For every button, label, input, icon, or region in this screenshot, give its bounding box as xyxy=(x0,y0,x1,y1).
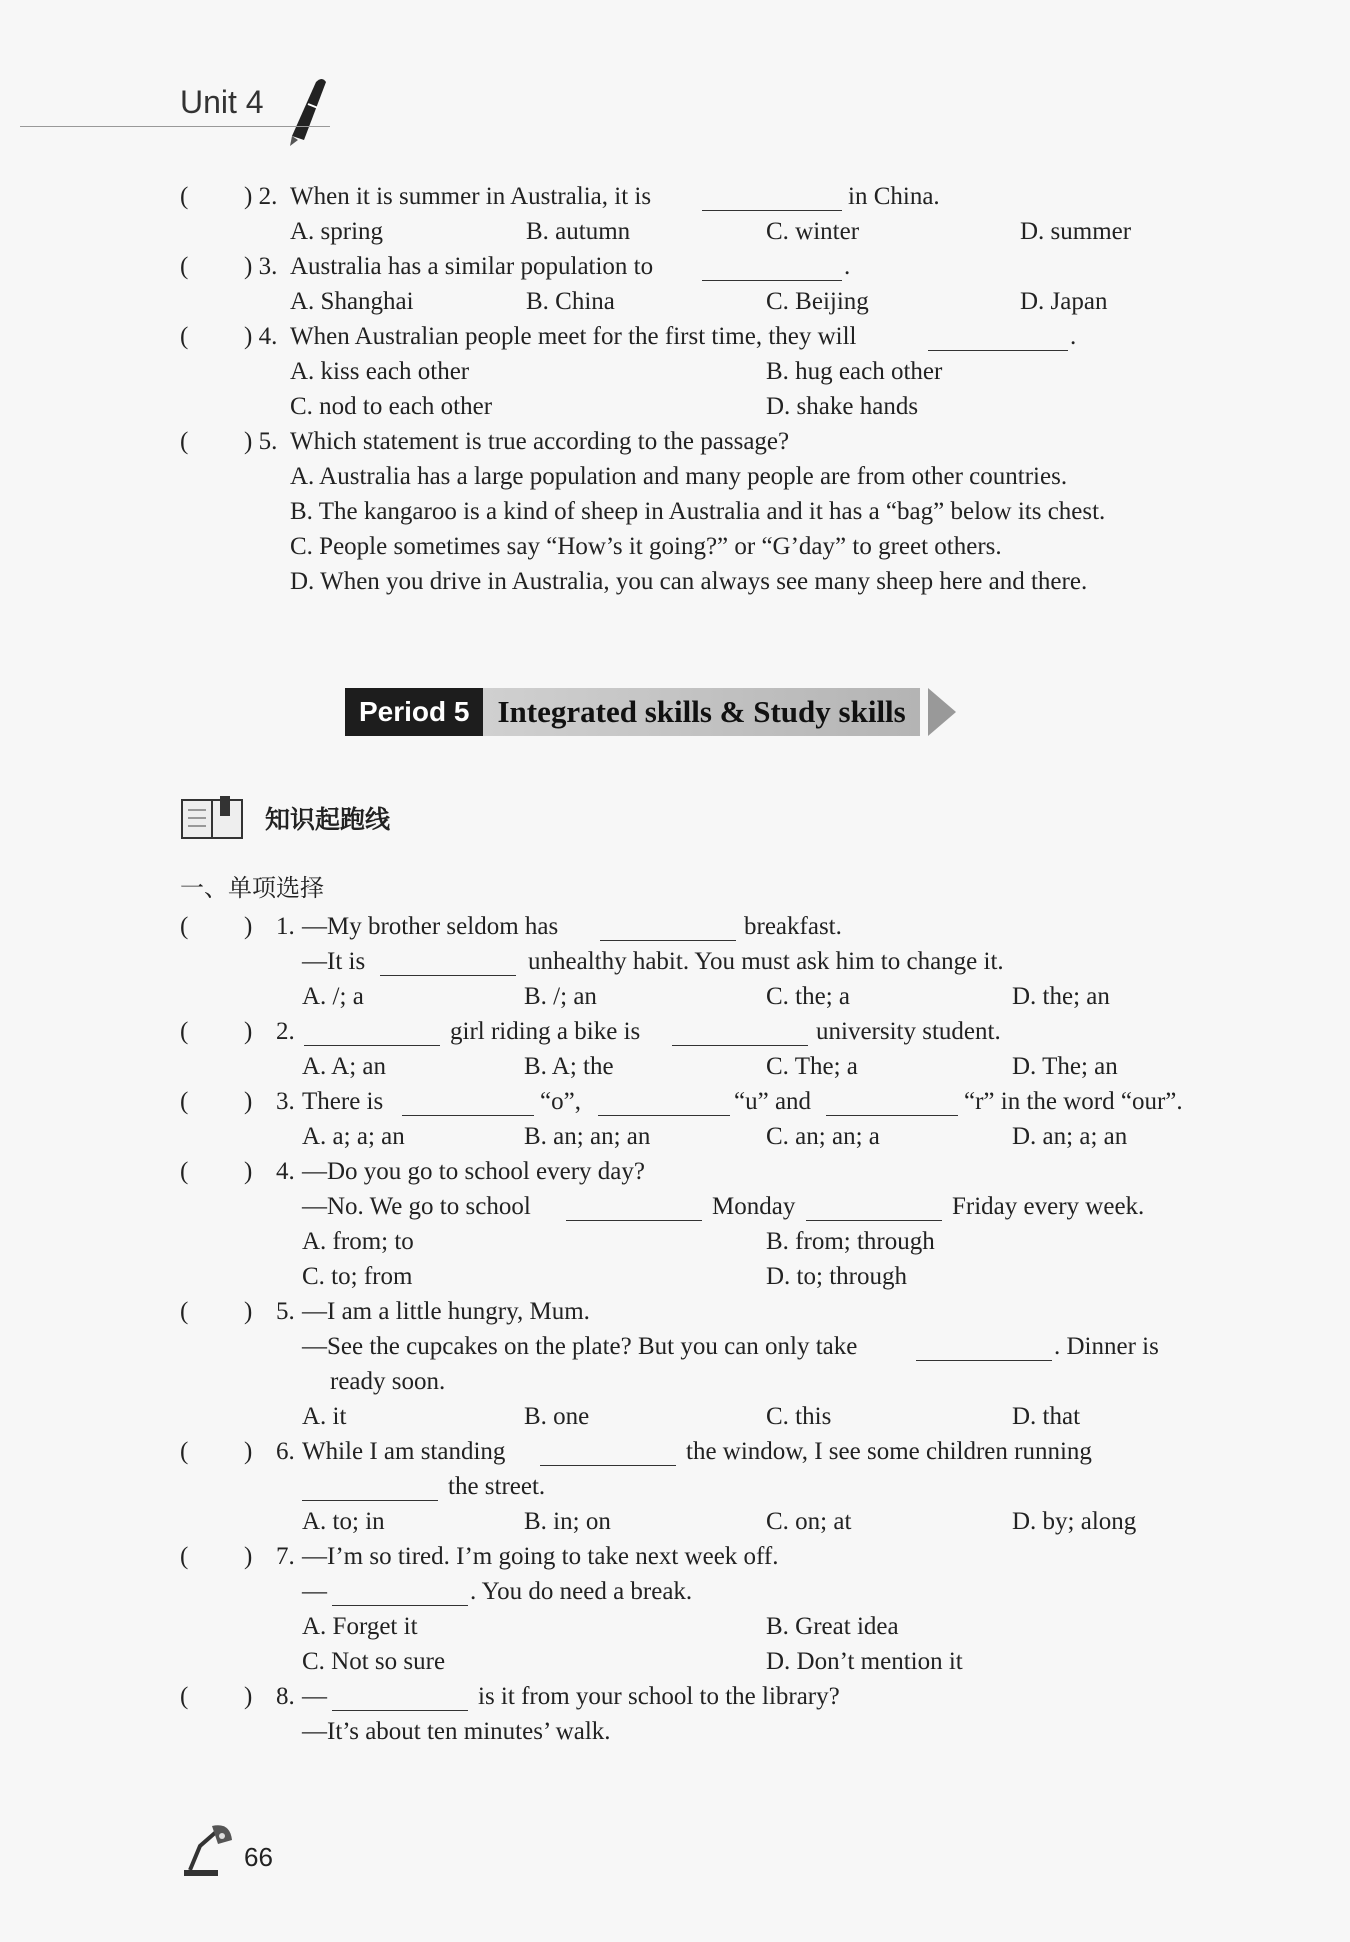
answer-blank[interactable] xyxy=(916,1338,1052,1361)
answer-blank[interactable] xyxy=(332,1688,468,1711)
option-row: A. a; a; an B. an; an; an C. an; an; a D. an; a; an xyxy=(302,1123,1128,1150)
arrow-icon xyxy=(928,688,956,736)
question-row: ( ) 3. Australia has a similar population to . xyxy=(180,253,851,280)
page-number: 66 xyxy=(244,1842,273,1872)
option-row: B. The kangaroo is a kind of sheep in Australia and it has a “bag” below its chest. xyxy=(290,498,1106,525)
answer-blank[interactable] xyxy=(600,918,736,941)
question-line: —No. We go to school Monday Friday every week. xyxy=(302,1193,1145,1220)
section-subtitle: 一、单项选择 xyxy=(180,874,324,902)
question-row: ( ) 4. When Australian people meet for the first time, they will . xyxy=(180,323,1077,350)
header-rule xyxy=(20,126,330,127)
lamp-icon xyxy=(178,1822,236,1878)
option-row: A. Shanghai B. China C. Beijing D. Japan xyxy=(290,288,1108,315)
period-title: Integrated skills & Study skills xyxy=(483,688,919,736)
question-line: —It is unhealthy habit. You must ask him to change it. xyxy=(302,948,1004,975)
option-row: C. People sometimes say “How’s it going?” or “G’day” to greet others. xyxy=(290,533,1002,560)
option-row: C. Not so sure D. Don’t mention it xyxy=(302,1648,963,1675)
question-row: ( ) 3. There is “o”, “u” and “r” in the word “our”. xyxy=(180,1088,1183,1115)
answer-blank[interactable] xyxy=(672,1023,808,1046)
option-row: A. Forget it B. Great idea xyxy=(302,1613,899,1640)
option-row: D. When you drive in Australia, you can always see many sheep here and there. xyxy=(290,568,1088,595)
option-row: A. /; a B. /; an C. the; a D. the; an xyxy=(302,983,1110,1010)
question-row: ( ) 8. — is it from your school to the library? xyxy=(180,1683,840,1710)
unit-title: Unit 4 xyxy=(180,84,264,120)
question-line: ready soon. xyxy=(330,1368,446,1395)
question-row: ( ) 2. When it is summer in Australia, it is in China. xyxy=(180,183,940,210)
answer-blank[interactable] xyxy=(928,328,1068,351)
answer-blank[interactable] xyxy=(304,1023,440,1046)
answer-blank[interactable] xyxy=(540,1443,676,1466)
answer-blank[interactable] xyxy=(598,1093,730,1116)
question-row: ( ) 6. While I am standing the window, I see some children running xyxy=(180,1438,1092,1465)
book-icon xyxy=(180,796,244,840)
answer-blank[interactable] xyxy=(826,1093,958,1116)
answer-blank[interactable] xyxy=(332,1583,468,1606)
option-row: A. kiss each other B. hug each other xyxy=(290,358,943,385)
question-line: —See the cupcakes on the plate? But you can only take . Dinner is xyxy=(302,1333,1159,1360)
question-row: ( ) 4. —Do you go to school every day? xyxy=(180,1158,645,1185)
period-banner xyxy=(345,688,956,736)
answer-blank[interactable] xyxy=(302,1478,438,1501)
answer-blank[interactable] xyxy=(402,1093,534,1116)
answer-blank[interactable] xyxy=(566,1198,702,1221)
answer-blank[interactable] xyxy=(380,953,516,976)
answer-blank[interactable] xyxy=(702,258,842,281)
option-row: A. to; in B. in; on C. on; at D. by; along xyxy=(302,1508,1137,1535)
question-row: ( ) 1. —My brother seldom has breakfast. xyxy=(180,913,842,940)
question-row: ( ) 5. —I am a little hungry, Mum. xyxy=(180,1298,590,1325)
section-title: 知识起跑线 xyxy=(265,805,391,834)
option-row: A. Australia has a large population and many people are from other countries. xyxy=(290,463,1068,490)
answer-blank[interactable] xyxy=(806,1198,942,1221)
pen-icon xyxy=(282,76,330,146)
question-row: ( ) 2. girl riding a bike is university student. xyxy=(180,1018,1001,1045)
option-row: A. from; to B. from; through xyxy=(302,1228,935,1255)
option-row: C. to; from D. to; through xyxy=(302,1263,907,1290)
option-row: A. spring B. autumn C. winter D. summer xyxy=(290,218,1132,245)
option-row: A. it B. one C. this D. that xyxy=(302,1403,1081,1430)
question-line: —It’s about ten minutes’ walk. xyxy=(302,1718,611,1745)
answer-blank[interactable] xyxy=(702,188,842,211)
question-line: — . You do need a break. xyxy=(302,1578,693,1605)
question-row: ( ) 5. Which statement is true according to the passage? xyxy=(180,428,790,455)
option-row: C. nod to each other D. shake hands xyxy=(290,393,919,420)
option-row: A. A; an B. A; the C. The; a D. The; an xyxy=(302,1053,1118,1080)
question-row: ( ) 7. —I’m so tired. I’m going to take next week off. xyxy=(180,1543,779,1570)
period-label: Period 5 xyxy=(345,688,483,736)
